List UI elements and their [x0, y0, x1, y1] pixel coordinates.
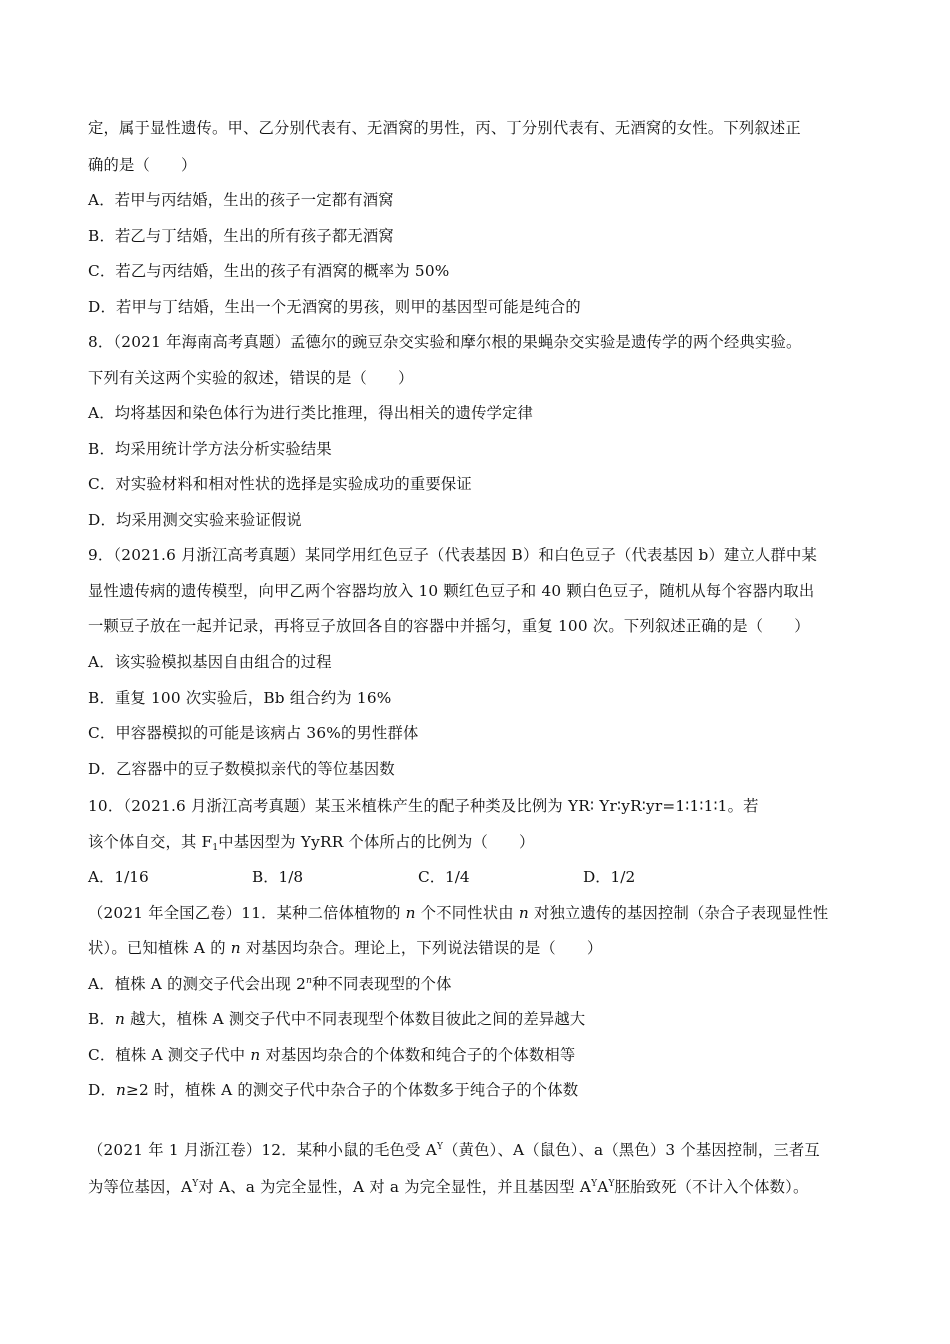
text-span: ≥2 时，植株 A 的测交子代中杂合子的个体数多于纯合子的个体数 [126, 1081, 579, 1099]
text-line: 下列有关这两个实验的叙述，错误的是（ ） [88, 369, 414, 387]
q11-option-c [88, 1045, 575, 1065]
text-line: A．该实验模拟基因自由组合的过程 [88, 653, 332, 671]
q12-line-1 [88, 1140, 820, 1160]
q11-option-b [88, 1009, 585, 1029]
text-span: 为等位基因，A [88, 1178, 193, 1196]
text-line: D．乙容器中的豆子数模拟亲代的等位基因数 [88, 760, 395, 778]
text-line: 9．（2021.6 月浙江高考真题）某同学用红色豆子（代表基因 B）和白色豆子（代表基因 b）建立人群中某 [88, 546, 818, 564]
text-line: D．若甲与丁结婚，生出一个无酒窝的男孩，则甲的基因型可能是纯合的 [88, 298, 581, 316]
text-line: 10．（2021.6 月浙江高考真题）某玉米植株产生的配子种类及比例为 YR∶ Yr∶yR∶yr=1∶1∶1∶1。若 [88, 797, 759, 815]
superscript: Y [591, 1179, 598, 1189]
text-span: 中基因型为 YyRR 个体所占的比例为（ ） [218, 833, 535, 851]
text-span: 对基因均杂合的个体数和纯合子的个体数相等 [260, 1046, 576, 1064]
text-span: 越大，植株 A 测交子代中不同表现型个体数目彼此之间的差异越大 [125, 1010, 586, 1028]
text-span: A．植株 A 的测交子代会出现 2 [88, 975, 307, 993]
italic-n: n [114, 1010, 126, 1028]
q11-line-2 [88, 938, 602, 958]
superscript: Y [436, 1142, 444, 1152]
italic-n: n [405, 904, 416, 922]
q11-option-d [88, 1080, 578, 1100]
text-span: 状）。已知植株 A 的 [88, 939, 231, 957]
text-line: 一颗豆子放在一起并记录，再将豆子放回各自的容器中并摇匀，重复 100 次。下列叙述正确的是（ ） [88, 617, 810, 635]
text-line: C．对实验材料和相对性状的选择是实验成功的重要保证 [88, 475, 472, 493]
text-line: 定，属于显性遗传。甲、乙分别代表有、无酒窝的男性，丙、丁分别代表有、无酒窝的女性。下列叙述正 [88, 119, 801, 137]
text-span: 个不同性状由 [415, 904, 519, 922]
superscript: Y [608, 1179, 615, 1189]
q12-line-2 [88, 1177, 808, 1197]
text-line: A．均将基因和染色体行为进行类比推理，得出相关的遗传学定律 [88, 404, 534, 422]
text-span: C．植株 A 测交子代中 [88, 1046, 251, 1064]
text-line: 确的是（ ） [88, 156, 197, 174]
text-span: 对独立遗传的基因控制（杂合子表现显性性 [528, 904, 829, 922]
text-line: A．若甲与丙结婚，生出的孩子一定都有酒窝 [88, 191, 394, 209]
text-line: D．均采用测交实验来验证假说 [88, 511, 302, 529]
text-line: 8．（2021 年海南高考真题）孟德尔的豌豆杂交实验和摩尔根的果蝇杂交实验是遗传学的两个经典实验。 [88, 333, 802, 351]
q10-option-b: B．1/8 [252, 868, 304, 886]
italic-n: n [115, 1081, 127, 1099]
text-span: （2021 年全国乙卷）11．某种二倍体植物的 [88, 904, 406, 922]
text-line: C．若乙与丙结婚，生出的孩子有酒窝的概率为 50% [88, 262, 450, 280]
text-line: B．重复 100 次实验后，Bb 组合约为 16% [88, 689, 392, 707]
text-line: B．若乙与丁结婚，生出的所有孩子都无酒窝 [88, 227, 394, 245]
q11-line-1 [88, 903, 828, 923]
subscript: 1 [212, 843, 219, 853]
text-span: 对基因均杂合。理论上，下列说法错误的是（ ） [240, 939, 603, 957]
text-line: C．甲容器模拟的可能是该病占 36%的男性群体 [88, 724, 419, 742]
q11-option-a [88, 974, 452, 994]
text-span: D． [88, 1081, 116, 1099]
text-span: A [597, 1178, 609, 1196]
text-span: B． [88, 1010, 115, 1028]
superscript-n: n [306, 976, 313, 986]
q10-option-d: D．1/2 [583, 868, 636, 886]
superscript: Y [192, 1179, 199, 1189]
text-line: 显性遗传病的遗传模型，向甲乙两个容器均放入 10 颗红色豆子和 40 颗白色豆子，随机从每个容器内取出 [88, 582, 815, 600]
text-span: 该个体自交，其 F [88, 833, 213, 851]
q10-option-c: C．1/4 [418, 868, 470, 886]
italic-n: n [518, 904, 529, 922]
italic-n: n [230, 939, 241, 957]
italic-n: n [250, 1046, 261, 1064]
text-span: 对 A、a 为完全显性，A 对 a 为完全显性，并且基因型 A [198, 1178, 592, 1196]
text-span: 胚胎致死（不计入个体数）。 [614, 1178, 809, 1196]
q10-line-2 [88, 832, 534, 852]
text-span: 种不同表现型的个体 [312, 975, 452, 993]
text-line: B．均采用统计学方法分析实验结果 [88, 440, 332, 458]
text-span: （2021 年 1 月浙江卷）12．某种小鼠的毛色受 A [88, 1141, 437, 1159]
text-span: （黄色）、A（鼠色）、a（黑色）3 个基因控制，三者互 [443, 1141, 820, 1159]
q10-option-a: A．1/16 [88, 868, 149, 886]
